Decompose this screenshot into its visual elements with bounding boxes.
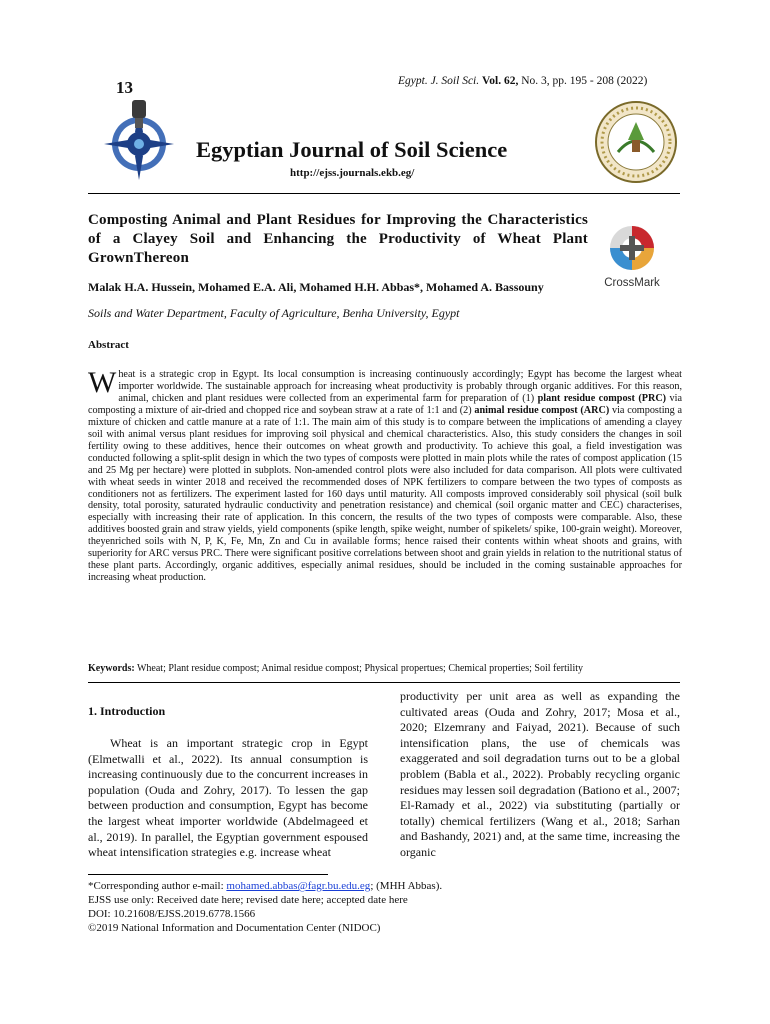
header-rule [88, 193, 680, 194]
keywords-label: Keywords: [88, 663, 135, 674]
footnote-rule [88, 874, 328, 875]
introduction-heading: 1. Introduction [88, 704, 166, 718]
corresponding-prefix: *Corresponding author e-mail: [88, 880, 227, 892]
author-email-link[interactable]: mohamed.abbas@fagr.bu.edu.eg [226, 880, 371, 892]
copyright: ©2019 National Information and Documentation Center (NIDOC) [88, 922, 381, 934]
introduction-right-column: productivity per unit area as well as expanding the cultivated areas (Ouda and Zohry, 2017; Mosa et al., 2020; Elzemrany and Faiyad, 2021). Because of such intensification plans, the use of chemicals was exaggerated and soil degradation turns out to be a global problem (Babla et al., 2022). Probably recycling organic residues may lessen soil degradation (Bationo et al., 2007; El-Ramady et al., 2022) via substituting (partially or totally) chemical fertilizers (Wang et al., 2018; Sarhan and Bashandy, 2021) and, at the same time, increasing the organic [400, 689, 680, 859]
crossmark-badge[interactable] [598, 222, 666, 288]
corresponding-suffix: ; (MHH Abbas). [370, 880, 443, 892]
journal-title: Egyptian Journal of Soil Science [196, 137, 508, 162]
issue-pages: No. 3, pp. 195 - 208 (2022) [521, 75, 648, 87]
abstract-bold-prc: plant residue compost (PRC) [537, 392, 667, 404]
abstract-text-2: via composting a mixture of air-dried and chopped rice and soybean straw at a rate of 1:1 and (2) [88, 392, 682, 416]
crossmark-label: CrossMark [604, 277, 660, 289]
page-number: 13 [116, 78, 133, 97]
journal-url[interactable]: http://ejss.journals.ekb.eg/ [290, 167, 415, 179]
received-dates: EJSS use only: Received date here; revised date here; accepted date here [88, 894, 408, 906]
affiliation: Soils and Water Department, Faculty of Agriculture, Benha University, Egypt [88, 306, 460, 320]
author-list: Malak H.A. Hussein, Mohamed E.A. Ali, Mohamed H.H. Abbas*, Mohamed A. Bassouny [88, 280, 544, 294]
article-title: Composting Animal and Plant Residues for Improving the Characteristics of a Clayey Soil and Enhancing the Productivity of Wheat Plant GrownThereon [88, 212, 588, 266]
abstract-heading: Abstract [88, 339, 129, 351]
keywords-text: Wheat; Plant residue compost; Animal residue compost; Physical propertues; Chemical properties; Soil fertility [134, 663, 584, 674]
crossmark-icon [598, 222, 666, 274]
abstract-text-3: via composting a mixture of chicken and cattle manure at a rate of 1:1. The main aim of this study is to compare between the implications of amending a clayey soil with animal versus plant residues for improving soil physical and chemical characteristics. Also, this study considers the changes in soil fertility owing to these additives, hence their outcomes on wheat growth and productivity. To achieve this goal, a field investigation was conducted following a split-split design in which the two types of composts were plotted in main plots while the rates of compost application (15 and 25 Mg per hectare) were plotted in subplots. Non-amended control plots were also included for data comparison. All plots were cultivated with wheat seeds in winter 2018 and received the recommended doses of NPK fertilizers to compare between the two types of composts as conditioners not as fertilizers. The experiment lasted for 160 days until maturity. All composts improved considerably soil physical (soil bulk density, total porosity, saturated hydraulic conductivity and penetration resistance) and chemical (soil organic matter and CEC) characterises, especially with increasing their rate of application. In this concern, the results of the two types of composts were comparable. Also, these additives boosted grain and straw yields, yield components (spike length, spike weight, number of spikelets/ spike, 100-grain weight). Moreover, theyenriched soils with N, P, K, Fe, Mn, Zn and Cu in available forms; hence raised their contents within wheat shoots and grains, with superiority for ARC versus PRC. There were significant positive correlations between shoot and grain yields in relation to the nutritional status of these plant parts. Accordingly, organic additives, especially animal residues, should be included in the coming sustainable approaches for increasing wheat production. [88, 404, 682, 584]
section-rule [88, 682, 680, 683]
citation-line [398, 75, 647, 87]
doi: DOI: 10.21608/EJSS.2019.6778.1566 [88, 908, 256, 920]
society-seal-icon [594, 100, 678, 184]
keywords [88, 663, 583, 674]
footnote [88, 879, 442, 935]
abstract-text-1: heat is a strategic crop in Egypt. Its local consumption is increasing continuously accordingly; Egypt has become the largest wheat importer worldwide. The sustainable approach for increasing wheat productivity is probably through organic additives. For this reason, animal, chicken and plant residues were collected from an experimental farm for preparation of (1) [118, 369, 682, 404]
volume: Vol. 62, [482, 75, 519, 87]
corresponding-author [88, 879, 442, 893]
abstract-dropcap: W [88, 366, 117, 399]
abstract-bold-arc: animal residue compost (ARC) [474, 404, 610, 416]
journal-logo-icon [104, 98, 174, 182]
introduction-left-column: Wheat is an important strategic crop in Egypt (Elmetwalli et al., 2022). Its annual consumption is increasing continuously due to the concurrent increases in population (Ouda and Zohry, 2017). To lessen the gap between production and consumption, Egypt has become the largest wheat importer worldwide (Abdelmageed et al., 2019). In parallel, the Egyptian government espoused wheat intensification strategies e.g. increase wheat [88, 736, 368, 860]
abstract-body [88, 366, 682, 584]
journal-abbreviation: Egypt. J. Soil Sci. [398, 75, 480, 87]
